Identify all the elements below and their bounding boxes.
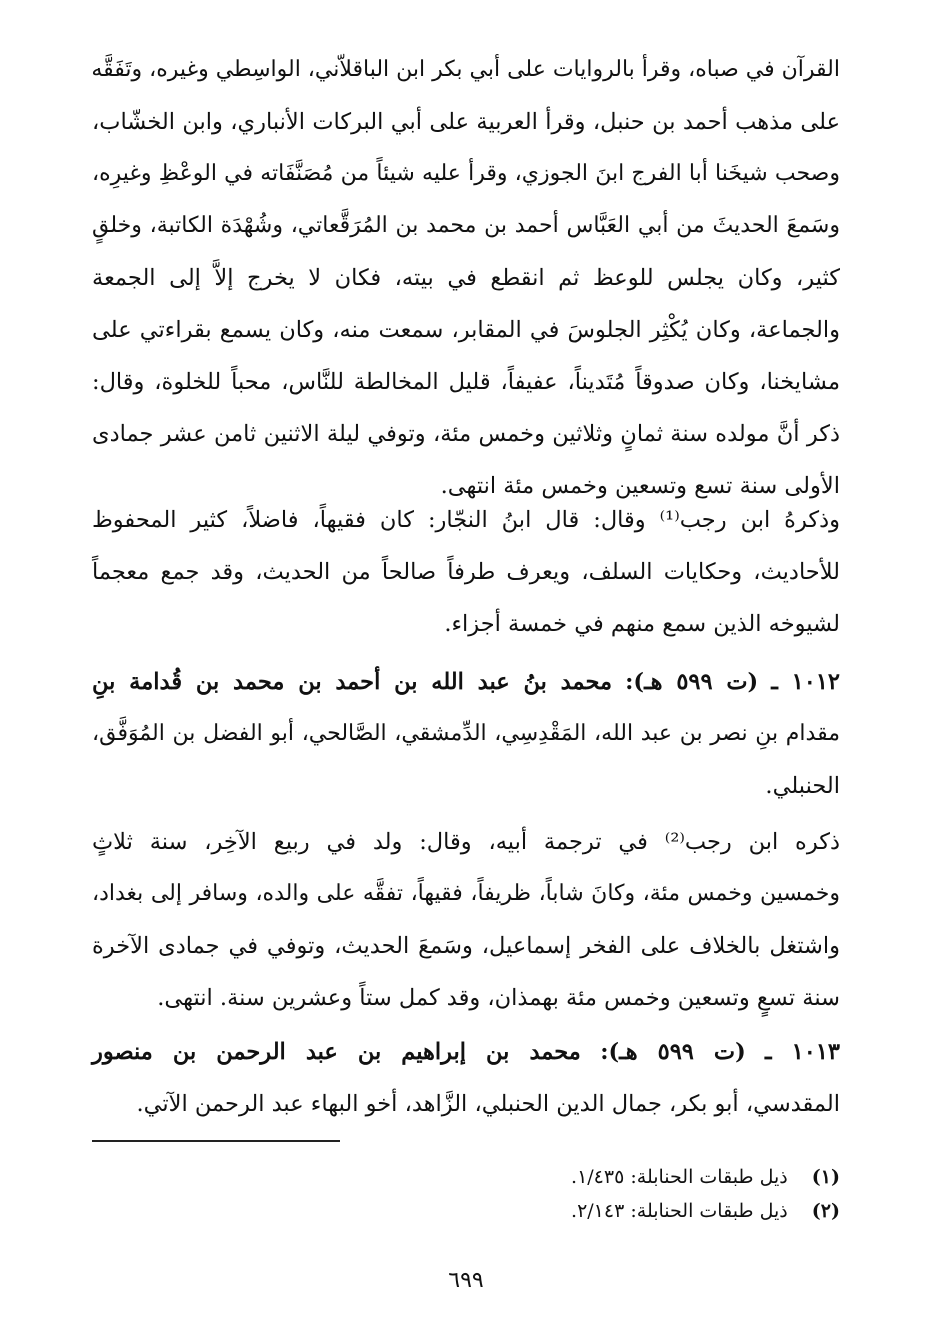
text-line: الأولى سنة تسع وتسعين وخمس مئة انتهى. bbox=[440, 473, 840, 499]
entry-date: (ت ٥٩٩ هـ): bbox=[600, 1039, 746, 1065]
text-line: وذكرهُ ابن رجب⁽¹⁾ وقال: قال ابنُ النجّار: كان فقيهاً، فاضلاً، كثير المحفوظ bbox=[92, 507, 840, 533]
text-line: واشتغل بالخلاف على الفخر إسماعيل، وسَمعَ الحديث، وتوفي في جمادى الآخرة bbox=[92, 933, 840, 959]
entry-name: محمد بنُ عبد الله بن أحمد بن محمد بن قُدامة بنِ bbox=[92, 669, 613, 695]
paragraph-3 bbox=[92, 816, 840, 1024]
text-line: والجماعة، وكان يُكْثِر الجلوسَ في المقابر، سمعت منه، وكان يسمع بقراءتي على bbox=[92, 317, 840, 343]
entry-name: محمد بن إبراهيم بن عبد الرحمن بن منصور bbox=[92, 1039, 581, 1065]
entry-number: ١٠١٣ ـ bbox=[765, 1039, 840, 1065]
page-number: ٦٩٩ bbox=[448, 1268, 484, 1293]
text-line: المقدسي، أبو بكر، جمال الدين الحنبلي، الزَّاهد، أخو البهاء عبد الرحمن الآتي. bbox=[136, 1091, 840, 1117]
paragraph-2 bbox=[92, 494, 840, 650]
entry-heading-line bbox=[92, 656, 840, 708]
text-line: لشيوخه الذين سمع منهم في خمسة أجزاء. bbox=[444, 611, 840, 637]
text-line: مقدام بنِ نصر بن عبد الله، المَقْدِسِي، الدِّمشقي، الصَّالحي، أبو الفضل بن المُوَفَّق، bbox=[92, 721, 840, 746]
text-line: كثير، وكان يجلس للوعظ ثم انقطع في بيته، فكان لا يخرج إلاَّ إلى الجمعة bbox=[92, 265, 840, 291]
footnote-1 bbox=[92, 1160, 840, 1194]
text-line: الحنبلي. bbox=[765, 773, 840, 799]
footnote-mark: (٢) bbox=[811, 1200, 840, 1222]
text-line: للأحاديث، وحكايات السلف، ويعرف طرفاً صالحاً من الحديث، وقد جمع معجماً bbox=[92, 559, 840, 585]
text-line: وخمسين وخمس مئة، وكانَ شاباً، ظريفاً، فقيهاً، تفقَّه على والده، وسافر إلى بغداد، bbox=[92, 881, 840, 906]
text-line: ذكر أنَّ مولده سنة ثمانٍ وثلاثين وخمس مئة، وتوفي ليلة الاثنين ثامن عشر جمادى bbox=[92, 421, 840, 447]
footnote-divider bbox=[92, 1140, 340, 1142]
text-line: ذكره ابن رجب⁽²⁾ في ترجمة أبيه، وقال: ولد في ربيع الآخِر، سنة ثلاثٍ bbox=[92, 829, 840, 855]
footnote-text: ذيل طبقات الحنابلة: ٢/١٤٣. bbox=[571, 1200, 788, 1222]
footnote-mark: (١) bbox=[811, 1166, 840, 1188]
text-line: وسَمعَ الحديثَ من أبي العَبَّاس أحمد بن محمد بن المُرَقَّعاتي، وشُهْدَة الكاتبة، وخلقٍ bbox=[92, 213, 840, 238]
entry-1013 bbox=[92, 1026, 840, 1130]
footnote-2 bbox=[92, 1194, 840, 1228]
text-line: القرآن في صباه، وقرأ بالروايات على أبي بكر ابن الباقلاّني، الواسِطي وغيره، وتَفَقَّه bbox=[91, 57, 840, 82]
footnotes bbox=[92, 1160, 840, 1228]
entry-heading-line bbox=[92, 1026, 840, 1078]
text-line: على مذهب أحمد بن حنبل، وقرأ العربية على أبي البركات الأنباري، وابن الخشّاب، bbox=[92, 109, 840, 135]
entry-1012 bbox=[92, 656, 840, 812]
footnote-text: ذيل طبقات الحنابلة: ١/٤٣٥. bbox=[571, 1166, 788, 1188]
text-line: سنة تسعٍ وتسعين وخمس مئة بهمذان، وقد كمل ستاً وعشرين سنة. انتهى. bbox=[157, 985, 840, 1011]
text-line: وصحب شيخَنا أبا الفرج ابنَ الجوزي، وقرأ عليه شيئاً من مُصَنَّفَاته في الوعْظِ وغيرِه، bbox=[92, 161, 840, 186]
entry-number: ١٠١٢ ـ bbox=[771, 669, 840, 695]
entry-date: (ت ٥٩٩ هـ): bbox=[625, 669, 759, 695]
text-line: مشايخنا، وكان صدوقاً مُتَديناً، عفيفاً، قليل المخالطة للنَّاس، محباً للخلوة، وقال: bbox=[92, 369, 840, 395]
paragraph-1 bbox=[92, 44, 840, 512]
